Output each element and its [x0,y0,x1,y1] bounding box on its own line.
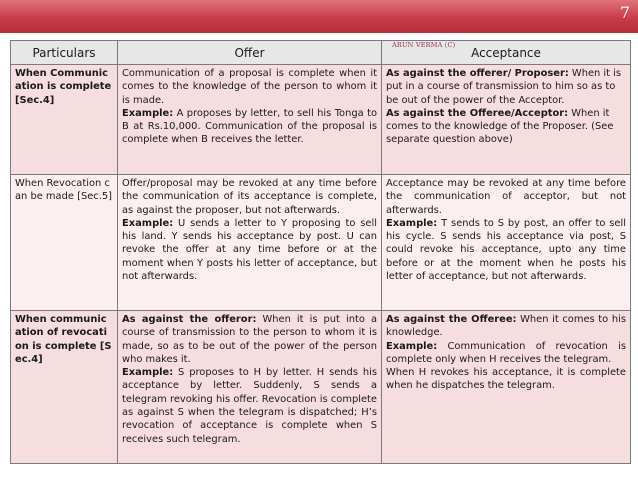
paragraph: Example: U sends a letter to Y proposing to sell his land. Y sends his acceptance by post. U can revoke the offer at any time before or at the moment when Y posts his letter of acceptance, but not afterwards. [122,217,377,283]
row-label: When communication of revocation is complete [Sec.4] [11,311,118,464]
acceptance-cell [382,175,631,311]
offer-cell [118,175,382,311]
table-row [11,311,631,464]
comparison-table [10,40,631,464]
row-label: When Revocation can be made [Sec.5] [11,175,118,311]
paragraph: As against the offeror: When it is put into a course of transmission to the person to whom it is made, so as to be out of the power of the person who makes it. [122,314,378,365]
table-header-row [11,41,631,65]
acceptance-cell [382,311,631,464]
acceptance-cell [382,65,631,175]
paragraph: As against the Offeree/Acceptor: When it comes to the knowledge of the Proposer. (See separate question above) [386,107,614,146]
column-header-offer: Offer [118,41,382,65]
offer-cell [118,311,382,464]
paragraph: As against the Offeree: When it comes to his knowledge. [386,314,626,339]
table-row [11,65,631,175]
column-header-acceptance: Acceptance [382,41,631,65]
slide-header-bar [0,0,638,33]
paragraph: Communication of a proposal is complete when it comes to the knowledge of the person to whom it is made. [122,68,377,106]
paragraph: Example: Communication of revocation is complete only when H receives the telegram. [386,340,626,365]
paragraph: Example: S proposes to H by letter. H sends his acceptance by letter. Suddenly, S sends a telegram revoking his offer. Revocation is complete as against S when the telegram is dispatched; H’s revocation of acceptance is complete when S receives such telegram. [122,367,377,445]
paragraph: When H revokes his acceptance, it is complete when he dispatches the telegram. [386,367,626,392]
paragraph: Offer/proposal may be revoked at any time before the communication of its acceptance is complete, as against the proposer, but not afterwards. [122,178,377,216]
watermark: ARUN VERMA (C) [392,41,456,49]
offer-cell [118,65,382,175]
paragraph: As against the offerer/ Proposer: When it is put in a course of transmission to him so as to be out of the power of the Acceptor. [386,68,622,106]
column-header-particulars: Particulars [11,41,118,65]
paragraph: Example: T sends to S by post, an offer to sell his cycle. S sends his acceptance via post, S could revoke his acceptance, upto any time before or at the moment when he posts his letter of acceptance, but not afterwards. [386,217,626,283]
paragraph: Acceptance may be revoked at any time before the communication of acceptor, but not afterwards. [386,178,626,216]
table-row [11,175,631,311]
row-label: When Communication is complete [Sec.4] [11,65,118,175]
slide-number: 7 [619,3,630,22]
paragraph: Example: A proposes by letter, to sell his Tonga to B at Rs.10,000. Communication of the proposal is complete when B receives the letter. [122,107,377,146]
